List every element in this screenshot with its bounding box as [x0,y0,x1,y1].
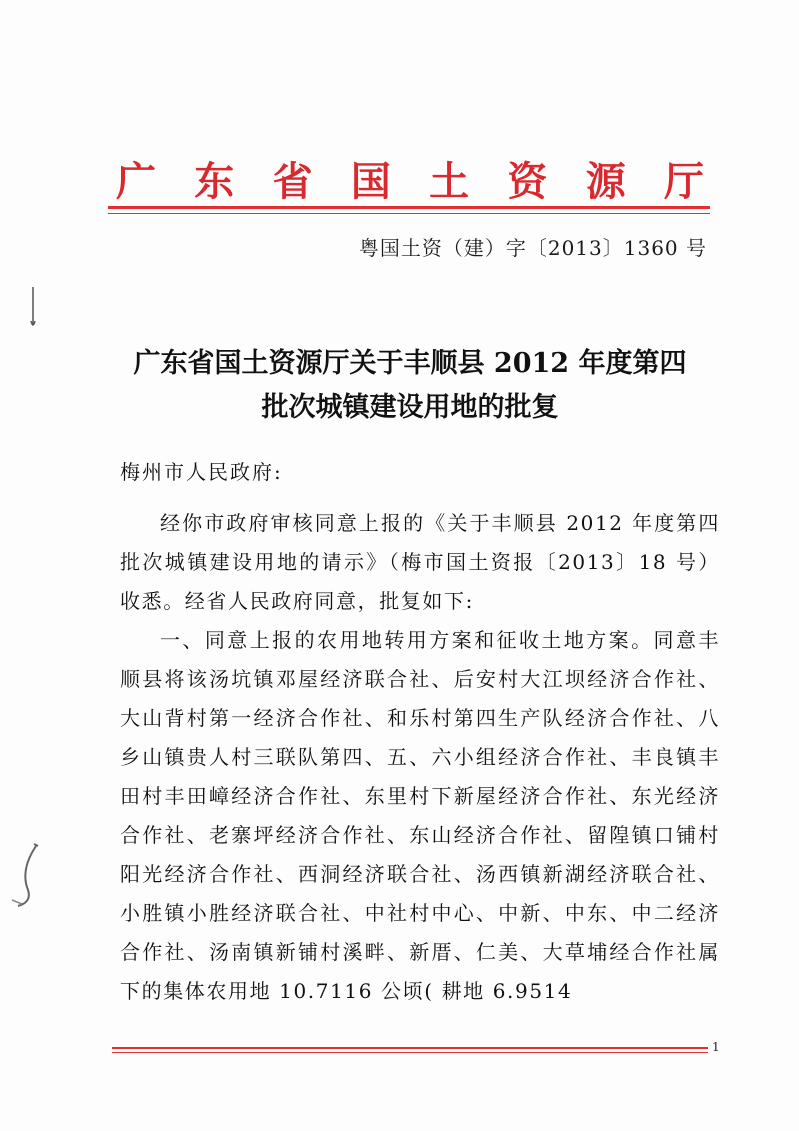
document-number: 粤国土资（建）字〔2013〕1360 号 [358,236,707,260]
office-title-char: 国 [350,158,391,205]
staple-mark-icon [8,840,44,910]
document-body [120,504,720,1011]
footer-red-rule-thick [112,1047,708,1049]
office-title-char: 土 [429,158,470,205]
office-title-char: 源 [585,158,626,205]
body-paragraph: 一、同意上报的农用地转用方案和征收土地方案。同意丰顺县将该汤坑镇邓屋经济联合社、后安村大江坝经济合作社、大山背村第一经济合作社、和乐村第四生产队经济合作社、八乡山镇贵人村三联队第四、五、六小组经济合作社、丰良镇丰田村丰田嶂经济合作社、东里村下新屋经济合作社、东光经济合作社、老寨坪经济合作社、东山经济合作社、留隍镇口铺村阳光经济合作社、西洞经济联合社、汤西镇新湖经济联合社、小胜镇小胜经济联合社、中社村中心、中新、中东、中二经济合作社、汤南镇新铺村溪畔、新厝、仁美、大草埔经合作社属下的集体农用地 10.7116 公顷( 耕地 6.9514 [120,628,720,1003]
document-title-line-1: 广东省国土资源厅关于丰顺县 2012 年度第四 [133,348,687,379]
paperclip-mark-icon [30,285,36,329]
header-red-rule-thick [108,206,710,209]
issuing-office-title [110,150,710,206]
office-title-char: 东 [194,158,235,205]
office-title-char: 省 [272,158,313,205]
office-title-char: 资 [507,158,548,205]
body-paragraph: 经你市政府审核同意上报的《关于丰顺县 2012 年度第四批次城镇建设用地的请示》（梅市国土资报〔2013〕18 号）收悉。经省人民政府同意，批复如下: [120,511,720,613]
footer-red-rule-thin [112,1052,708,1053]
document-title [110,342,710,430]
document-title-line-2: 批次城镇建设用地的批复 [261,392,559,423]
office-title-char: 厅 [663,158,704,205]
salutation: 梅州市人民政府: [120,460,283,484]
page-number: 1 [712,1040,720,1054]
office-title-char: 广 [116,158,156,205]
header-red-rule-thin [108,213,710,214]
